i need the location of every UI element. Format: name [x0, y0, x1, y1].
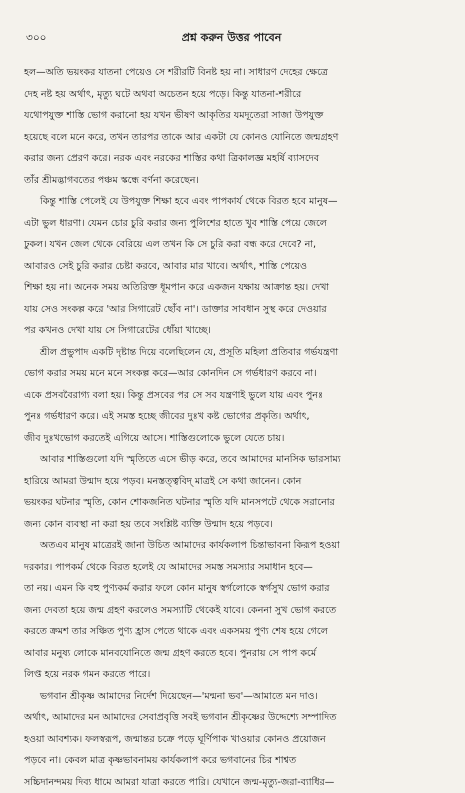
- text-line: করার জন্য প্রেরণ করে। নরক এবং নরকের শাস্তির কথা ত্রিকালজ্ঞ মহর্ষি ব্যাসদেব: [24, 148, 439, 170]
- paragraph-first-line: অতএব মানুষ মাত্রেরই জানা উচিত আমাদের কার্যকলাপ চিন্তাভাবনা কিরূপ হওয়া: [24, 535, 439, 557]
- running-title: প্রশ্ন করুন উত্তর পাবেন: [24, 30, 439, 46]
- text-line: ভয়ংকর ঘটনার স্মৃতি, কোন শোকজনিত ঘটনার স্মৃতি যদি মানসপটে থেকে সরানোর: [24, 492, 439, 514]
- page-number: ৩০০: [26, 30, 46, 46]
- text-line: যায় সেও সংকল্প করে 'আর সিগারেট ছোঁব না'। ডাক্তার সাবধান সুস্থ করে দেওয়ার: [24, 299, 439, 321]
- text-line: হল—অতি ভয়ংকর যাতনা পেয়েও সে শরীরটি বিনষ্ট হয় না। সাধারণ দেহের ক্ষেত্রে: [24, 62, 439, 84]
- paragraph-first-line: শ্রীল প্রভুপাদ একটি দৃষ্টান্ত দিয়ে বলেছিলেন যে, প্রসূতি মহিলা প্রতিবার গর্ভযন্ত্রণা: [24, 342, 439, 364]
- text-line: হওয়া আবশ্যক। ফলস্বরূপ, জন্মান্তর চক্রে পড়ে ঘূর্ণিপাক খাওয়ার কোনও প্রয়োজন: [24, 729, 439, 751]
- text-line: পর কখনও দেখা যায় সে সিগারেটের ধোঁয়া খাচ্ছে।: [24, 320, 439, 342]
- text-line: ঢুকল। যখন জেল থেকে বেরিয়ে এল তখন কি সে চুরি করা বন্ধ করে দেবে? না,: [24, 234, 439, 256]
- text-line: শিক্ষা হয় না। অনেক সময় অতিরিক্ত ধূমপান করে একজন যক্ষায় আক্রান্ত হয়। দেখা: [24, 277, 439, 299]
- text-line: যথোপযুক্ত শাস্তি ভোগ করানো হয় যখন ভীষণ আকৃতির যমদূতেরা সাজা উপযুক্ত: [24, 105, 439, 127]
- text-line: আবারও সেই চুরি করার চেষ্টা করবে, আবার মার খাবে। অর্থাৎ, শাস্তি পেয়েও: [24, 256, 439, 278]
- text-line: দেহ নষ্ট হয় অর্থাৎ, মৃত্যু ঘটে অথবা অচেতন হয়ে পড়ে। কিন্তু যাতনা-শরীরে: [24, 84, 439, 106]
- paragraph-first-line: ভগবান শ্রীকৃষ্ণ আমাদের নির্দেশ দিয়েছেন—'মন্মনা ভব'—আমাতে মন দাও।: [24, 686, 439, 708]
- text-line: এটা ভুল ধারণা। যেমন চোর চুরি করার জন্য পুলিশের হাতে খুব শাস্তি পেয়ে জেলে: [24, 213, 439, 235]
- text-line: জন্য দেবতা হয়ে জন্ম গ্রহণ করলেও সমস্যাটি থেকেই যাবে। কেননা সুখ ভোগ করতে: [24, 600, 439, 622]
- page-header: [24, 30, 439, 46]
- text-line: দরকার। পাপকর্ম থেকে বিরত হলেই যে আমাদের সমস্ত সমস্যার সমাধান হবে—: [24, 557, 439, 579]
- text-line: আবার মনুষ্য লোকে মানবযোনিতে জন্ম গ্রহণ করতে হবে। পুনরায় সে পাপ কর্মে: [24, 643, 439, 665]
- text-line: সচ্চিদানন্দময় দিব্য ধামে আমরা যাত্রা করতে পারি। যেখানে জন্ম-মৃত্যু-জরা-ব্যাধির—: [24, 772, 439, 793]
- text-line: তাঁর শ্রীমদ্ভাগবতের পঞ্চম স্কন্ধে বর্ণনা করেছেন।: [24, 170, 439, 192]
- text-line: ভোগ করার সময় মনে মনে সংকল্প করে—আর কোনদিন সে গর্ভধারণ করবে না।: [24, 363, 439, 385]
- text-line: একে প্রসববৈরাগ্য বলা হয়। কিন্তু প্রসবের পর সে সব যন্ত্রণাই ভুলে যায় এবং পুনঃ: [24, 385, 439, 407]
- text-line: লিপ্ত হয়ে নরক গমন করতে পারে।: [24, 664, 439, 686]
- text-line: হারিয়ে আমরা উন্মাদ হয়ে পড়ব। মনস্তত্ত্ববিদ্ মাত্রই সে কথা জানেন। কোন: [24, 471, 439, 493]
- text-line: জন্য কোন ব্যবস্থা না করা হয় তবে সংশ্লিষ্ট ব্যক্তি উন্মাদ হয়ে পড়বে।: [24, 514, 439, 536]
- text-line: অর্থাৎ, আমাদের মন আমাদের সেবাপ্রবৃত্তি সবই ভগবান শ্রীকৃষ্ণের উদ্দেশ্যে সম্পাদিত: [24, 707, 439, 729]
- text-line: পড়বে না। কেবল মাত্র কৃষ্ণভাবনাময় কার্যকলাপ করে ভগবানের চির শাশ্বত: [24, 750, 439, 772]
- text-line: করতে ক্রমশ তার সঞ্চিত পুণ্য হ্রাস পেতে থাকে এবং একসময় পুণ্য শেষ হয়ে গেলে: [24, 621, 439, 643]
- text-line: জীব দুঃখভোগ করতেই এগিয়ে আসে। শাস্তিগুলোকে ভুলে যেতে চায়।: [24, 428, 439, 450]
- body-text: [24, 62, 439, 793]
- text-line: পুনঃ গর্ভধারণ করে। এই সমস্ত হচ্ছে জীবের দুঃখ কষ্ট ভোগের প্রকৃতি। অর্থাৎ,: [24, 406, 439, 428]
- text-line: হয়েছে বলে মনে করে, তখন তারপর তাকে আর একটা যে কোনও যোনিতে জন্মগ্রহণ: [24, 127, 439, 149]
- text-line: তা নয়। এমন কি বহু পুণ্যকর্ম করার ফলে কোন মানুষ স্বর্গলোকে স্বর্গসুখ ভোগ করার: [24, 578, 439, 600]
- paragraph-first-line: কিন্তু শাস্তি পেলেই যে উপযুক্ত শিক্ষা হবে এবং পাপকার্য থেকে বিরত হবে মানুষ—: [24, 191, 439, 213]
- paragraph-first-line: আবার শাস্তিগুলো যদি স্মৃতিতে এসে ভীড় করে, তবে আমাদের মানসিক ভারসাম্য: [24, 449, 439, 471]
